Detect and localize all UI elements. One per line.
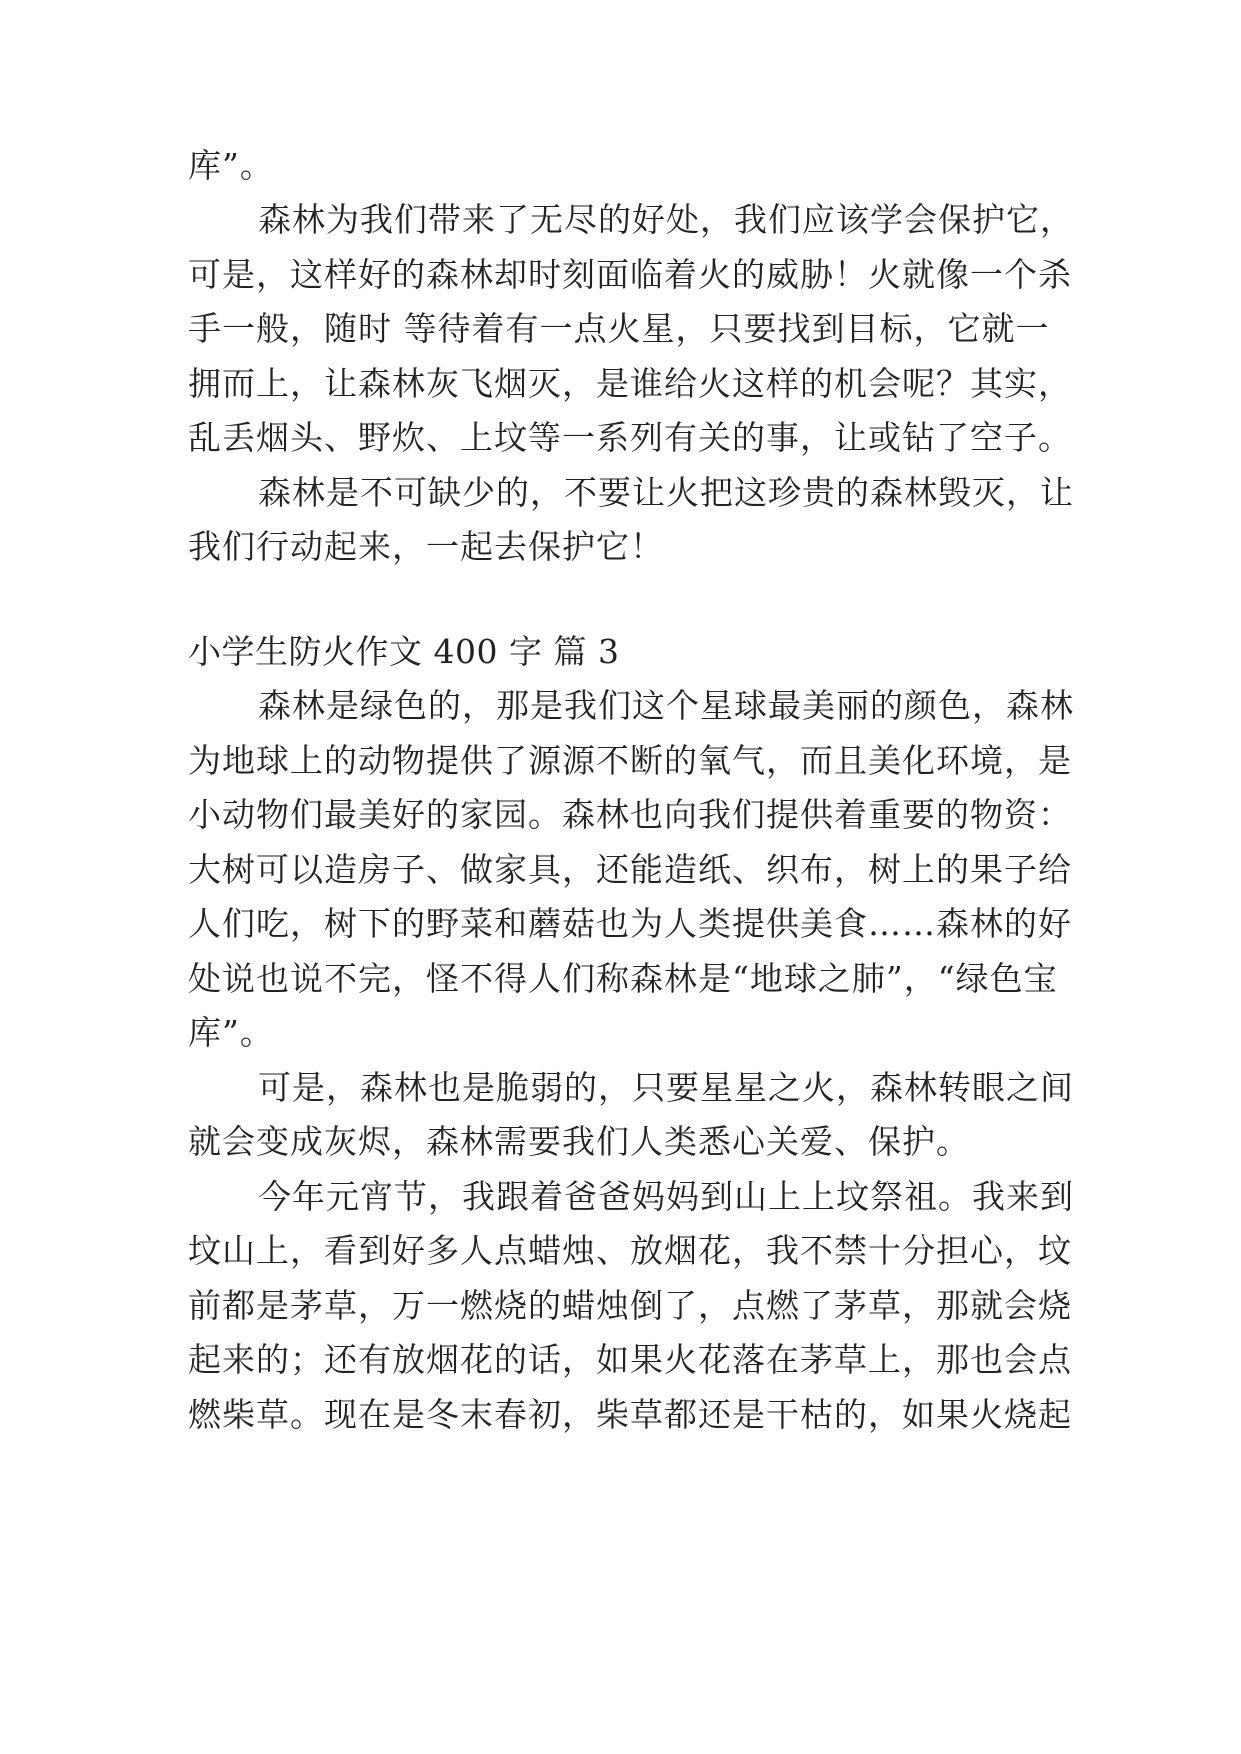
text-line: 库”。	[188, 146, 274, 185]
text-line: 小动物们最美好的家园。森林也向我们提供着重要的物资：	[188, 795, 1072, 834]
text-line: 大树可以造房子、做家具，还能造纸、织布，树上的果子给	[188, 850, 1072, 889]
text-line: 乱丢烟头、野炊、上坟等一系列有关的事，让或钻了空子。	[188, 418, 1072, 457]
text-line: 处说也说不完，怪不得人们称森林是“地球之肺”，“绿色宝	[188, 959, 1058, 998]
text-line: 手一般，随时 等待着有一点火星，只要找到目标，它就一	[188, 309, 1050, 348]
paragraph-start-line: 可是，森林也是脆弱的，只要星星之火，森林转眼之间	[258, 1068, 1074, 1107]
text-line: 库”。	[188, 1013, 274, 1052]
text-line: 坟山上，看到好多人点蜡烛、放烟花，我不禁十分担心，坟	[188, 1231, 1072, 1270]
paragraph-start-line: 今年元宵节，我跟着爸爸妈妈到山上上坟祭祖。我来到	[258, 1177, 1074, 1216]
text-line: 我们行动起来，一起去保护它！	[188, 527, 664, 566]
text-line: 就会变成灰烬，森林需要我们人类悉心关爱、保护。	[188, 1122, 970, 1161]
text-line: 为地球上的动物提供了源源不断的氧气，而且美化环境，是	[188, 741, 1072, 780]
text-line: 可是，这样好的森林却时刻面临着火的威胁！火就像一个杀	[188, 255, 1072, 294]
text-line: 拥而上，让森林灰飞烟灭，是谁给火这样的机会呢？其实，	[188, 364, 1072, 403]
paragraph-start-line: 森林为我们带来了无尽的好处，我们应该学会保护它，	[258, 200, 1074, 239]
paragraph-start-line: 森林是不可缺少的，不要让火把这珍贵的森林毁灭，让	[258, 473, 1074, 512]
paragraph-start-line: 森林是绿色的，那是我们这个星球最美丽的颜色，森林	[258, 686, 1074, 725]
text-line: 起来的；还有放烟花的话，如果火花落在茅草上，那也会点	[188, 1340, 1072, 1379]
text-line: 燃柴草。现在是冬末春初，柴草都还是干枯的，如果火烧起	[188, 1395, 1072, 1434]
section-heading: 小学生防火作文 400 字 篇 3	[188, 632, 620, 671]
text-line: 人们吃，树下的野菜和蘑菇也为人类提供美食……森林的好	[188, 904, 1072, 943]
text-line: 前都是茅草，万一燃烧的蜡烛倒了，点燃了茅草，那就会烧	[188, 1286, 1072, 1325]
